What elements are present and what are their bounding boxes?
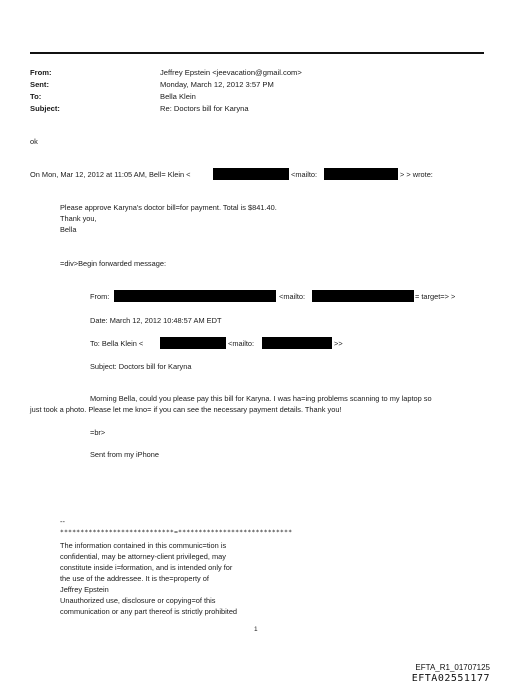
br-marker: =br> xyxy=(90,428,106,437)
redaction-box xyxy=(324,168,398,180)
disclaimer-line: Jeffrey Epstein xyxy=(60,585,109,594)
signature-dashes: -- xyxy=(60,517,65,526)
sent-value: Monday, March 12, 2012 3:57 PM xyxy=(160,80,274,89)
redaction-box xyxy=(312,290,414,302)
disclaimer-line: confidential, may be attorney-client privileged, may xyxy=(60,552,226,561)
forwarded-from-suffix: = target=> > xyxy=(415,292,456,301)
forwarded-from-mailto: <mailto: xyxy=(279,292,306,301)
forwarded-from-label: From: xyxy=(90,292,110,301)
forwarded-body-line: just took a photo. Please let me kno= if you can see the necessary payment details. Thank you! xyxy=(30,405,342,414)
disclaimer-line: The information contained in this communic=tion is xyxy=(60,541,227,550)
page-number: 1 xyxy=(254,626,258,633)
forwarded-date: Date: March 12, 2012 10:48:57 AM EDT xyxy=(90,316,222,325)
quoted-line: Please approve Karyna's doctor bill=for payment. Total is $841.40. xyxy=(60,203,277,212)
redaction-box xyxy=(262,337,332,349)
quoted-intro-suffix: > > wrote: xyxy=(400,170,433,179)
quoted-intro-mailto: <mailto: xyxy=(291,170,318,179)
from-label: From: xyxy=(30,68,52,77)
email-signature: Sent from my iPhone xyxy=(90,450,160,459)
bates-stamp-bottom: EFTA02551177 xyxy=(411,673,490,684)
disclaimer-line: the use of the addressee. It is the=property of xyxy=(60,574,209,583)
subject-value: Re: Doctors bill for Karyna xyxy=(160,104,249,113)
stars-divider: ****************************=**************************** xyxy=(60,529,293,536)
redaction-box xyxy=(114,290,276,302)
quoted-intro-prefix: On Mon, Mar 12, 2012 at 11:05 AM, Bell= Klein < xyxy=(30,170,191,179)
forwarded-to-prefix: To: Bella Klein < xyxy=(90,339,144,348)
to-value: Bella Klein xyxy=(160,92,196,101)
forwarded-to-suffix: >> xyxy=(334,339,343,348)
disclaimer-line: constitute inside i=formation, and is intended only for xyxy=(60,563,233,572)
forwarded-subject: Subject: Doctors bill for Karyna xyxy=(90,362,192,371)
forwarded-body-line: Morning Bella, could you please pay this bill for Karyna. I was ha=ing problems scanning to my laptop so xyxy=(90,394,432,403)
reply-body: ok xyxy=(30,137,38,146)
bates-stamp-top: EFTA_R1_01707125 xyxy=(415,663,490,672)
quoted-line: Bella xyxy=(60,225,77,234)
to-label: To: xyxy=(30,92,42,101)
redaction-box xyxy=(213,168,289,180)
redaction-box xyxy=(160,337,226,349)
from-value: Jeffrey Epstein <jeevacation@gmail.com> xyxy=(160,68,302,77)
header-rule xyxy=(30,52,484,54)
forward-marker: =div>Begin forwarded message: xyxy=(60,259,166,268)
sent-label: Sent: xyxy=(30,80,49,89)
forwarded-to-mailto: <mailto: xyxy=(228,339,255,348)
subject-label: Subject: xyxy=(30,104,60,113)
disclaimer-line: communication or any part thereof is strictly prohibited xyxy=(60,607,238,616)
quoted-line: Thank you, xyxy=(60,214,97,223)
disclaimer-line: Unauthorized use, disclosure or copying=of this xyxy=(60,596,216,605)
